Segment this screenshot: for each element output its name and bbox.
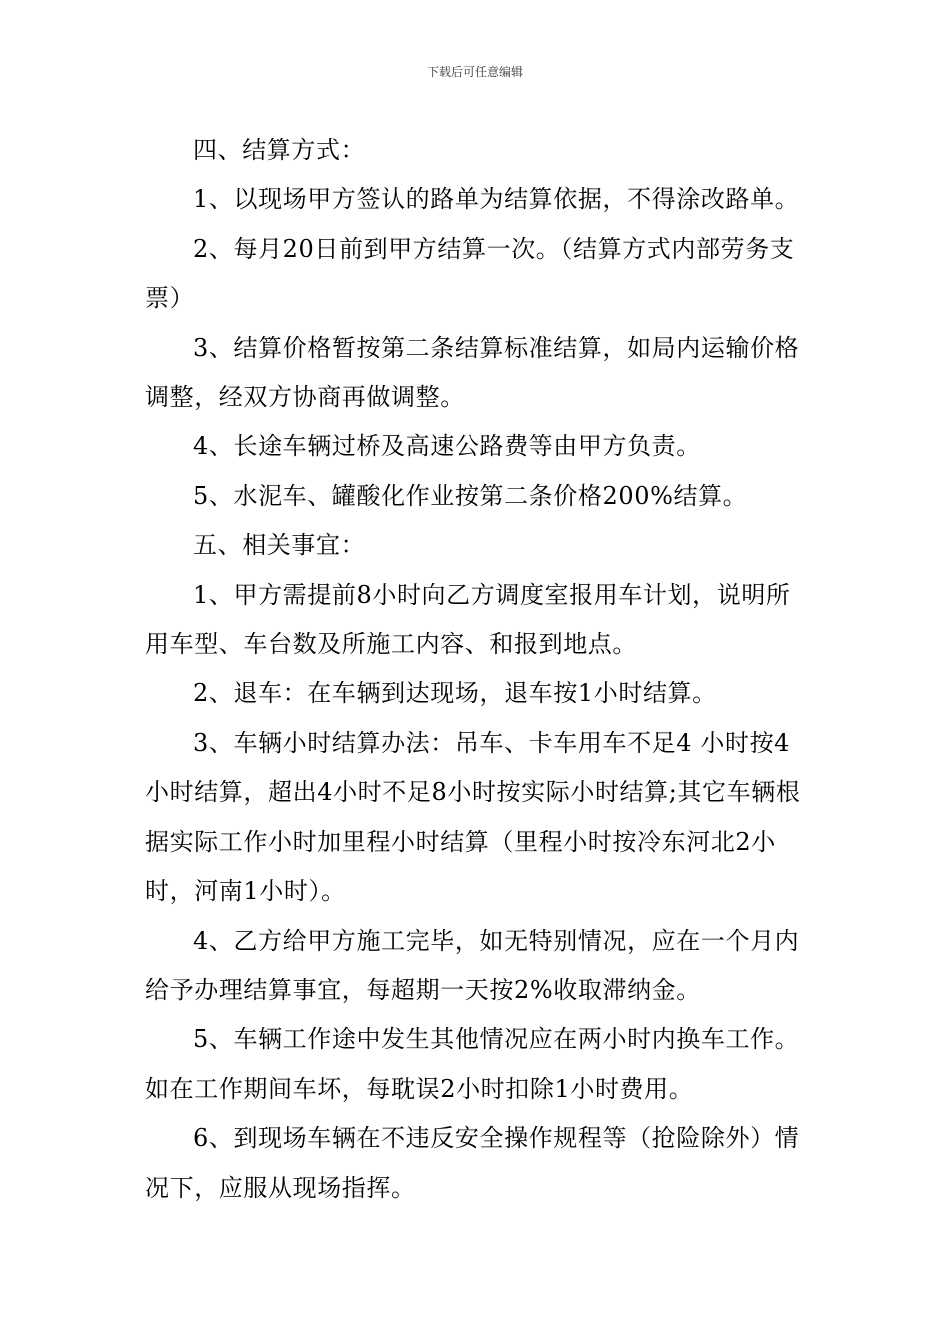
paragraph: 3、结算价格暂按第二条结算标准结算，如局内运输价格调整，经双方协商再做调整。 xyxy=(145,333,800,412)
paragraph: 6、到现场车辆在不违反安全操作规程等（抢险除外）情况下，应服从现场指挥。 xyxy=(145,1124,800,1202)
document-body xyxy=(145,126,810,1213)
section-heading-settlement: 四、结算方式： xyxy=(193,136,366,164)
paragraph: 4、乙方给甲方施工完毕，如无特别情况，应在一个月内给予办理结算事宜，每超期一天按2%收取滞纳金。 xyxy=(145,926,800,1004)
paragraph: 2、退车：在车辆到达现场，退车按1小时结算。 xyxy=(193,679,717,708)
page-header: 下载后可任意编辑 xyxy=(426,65,523,79)
paragraph: 5、水泥车、罐酸化作业按第二条价格200%结算。 xyxy=(193,481,748,510)
paragraph: 1、以现场甲方签认的路单为结算依据，不得涂改路单。 xyxy=(193,185,800,214)
paragraph: 1、甲方需提前8小时向乙方调度室报用车计划，说明所用车型、车台数及所施工内容、和报到地点。 xyxy=(145,580,791,659)
paragraph: 3、车辆小时结算办法：吊车、卡车用车不足4 小时按4小时结算，超出4小时不足8小时按实际小时结算;其它车辆根据实际工作小时加里程小时结算（里程小时按冷东河北2小时，河南1小时）。 xyxy=(145,728,801,906)
paragraph: 2、每月20日前到甲方结算一次。（结算方式内部劳务支票） xyxy=(145,234,795,313)
section-heading-related-matters: 五、相关事宜： xyxy=(193,531,366,560)
paragraph: 5、车辆工作途中发生其他情况应在两小时内换车工作。如在工作期间车坏，每耽误2小时扣除1小时费用。 xyxy=(145,1025,800,1103)
paragraph: 4、长途车辆过桥及高速公路费等由甲方负责。 xyxy=(193,432,701,461)
